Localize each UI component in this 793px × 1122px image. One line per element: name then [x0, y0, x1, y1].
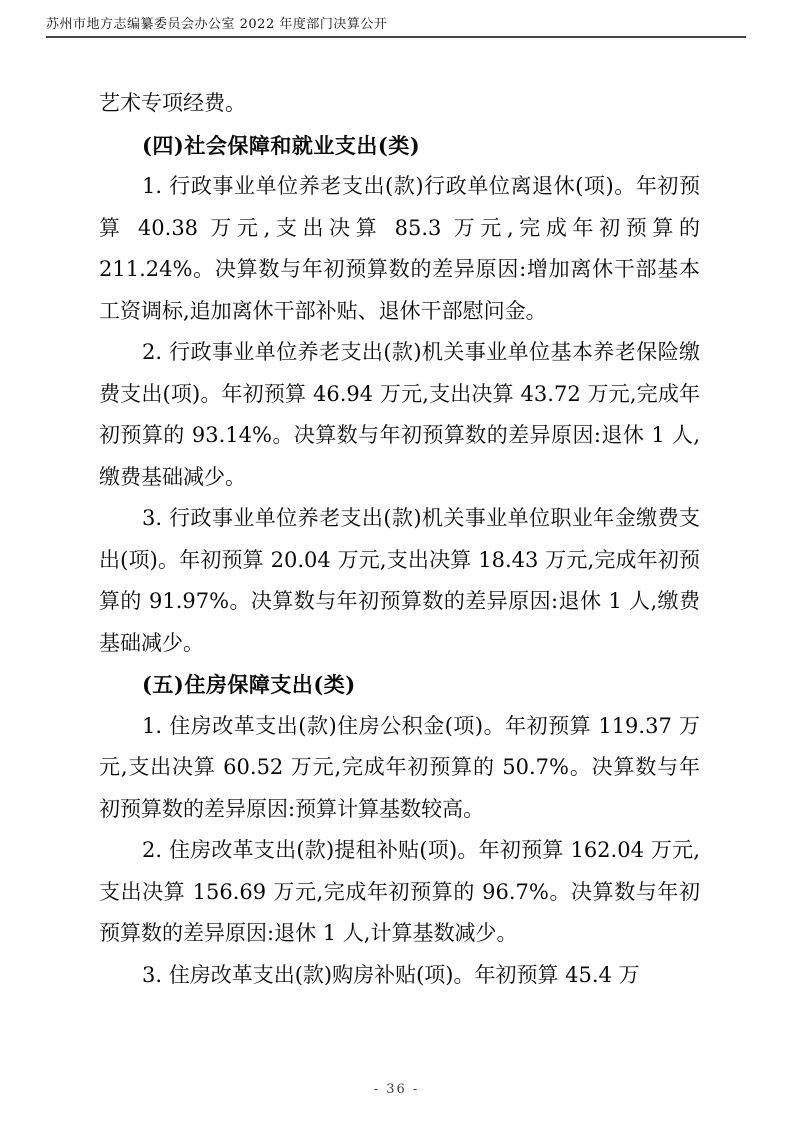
page-footer — [0, 1082, 793, 1097]
page-number: - 36 - — [373, 1082, 420, 1097]
paragraph-item-1-housing-fund: 1. 住房改革支出(款)住房公积金(项)。年初预算 119.37 万元,支出决算 60.52 万元,完成年初预算的 50.7%。决算数与年初预算数的差异原因:预算计算基数较高。 — [99, 713, 700, 821]
paragraph-item-3-annuity: 3. 行政事业单位养老支出(款)机关事业单位职业年金缴费支出(项)。年初预算 20.04 万元,支出决算 18.43 万元,完成年初预算的 91.97%。决算数与年初预算数的差异原因:退休 1 人,缴费基础减少。 — [99, 506, 700, 655]
paragraph-item-2-rent-subsidy: 2. 住房改革支出(款)提租补贴(项)。年初预算 162.04 万元,支出决算 156.69 万元,完成年初预算的 96.7%。决算数与年初预算数的差异原因:退休 1 人,计算基数减少。 — [99, 838, 700, 945]
paragraph-continuation: 艺术专项经费。 — [99, 91, 246, 115]
header-title: 苏州市地方志编纂委员会办公室 2022 年度部门决算公开 — [46, 17, 388, 32]
page-header — [46, 13, 746, 38]
paragraph-item-2-basic-pension: 2. 行政事业单位养老支出(款)机关事业单位基本养老保险缴费支出(项)。年初预算 46.94 万元,支出决算 43.72 万元,完成年初预算的 93.14%。决算数与年初预算数的差异原因:退休 1 人,缴费基础减少。 — [99, 340, 700, 489]
section-heading-4: (四)社会保障和就业支出(类) — [142, 132, 421, 158]
document-body — [99, 83, 700, 996]
section-heading-5: (五)住房保障支出(类) — [142, 672, 356, 697]
paragraph-item-3-purchase-subsidy: 3. 住房改革支出(款)购房补贴(项)。年初预算 45.4 万 — [142, 962, 640, 987]
paragraph-item-1-pension-retired: 1. 行政事业单位养老支出(款)行政单位离退休(项)。年初预算 40.38 万元,支出决算 85.3 万元,完成年初预算的 211.24%。决算数与年初预算数的差异原因:增加离休干部基本工资调标,追加离休干部补贴、退休干部慰问金。 — [99, 174, 700, 323]
